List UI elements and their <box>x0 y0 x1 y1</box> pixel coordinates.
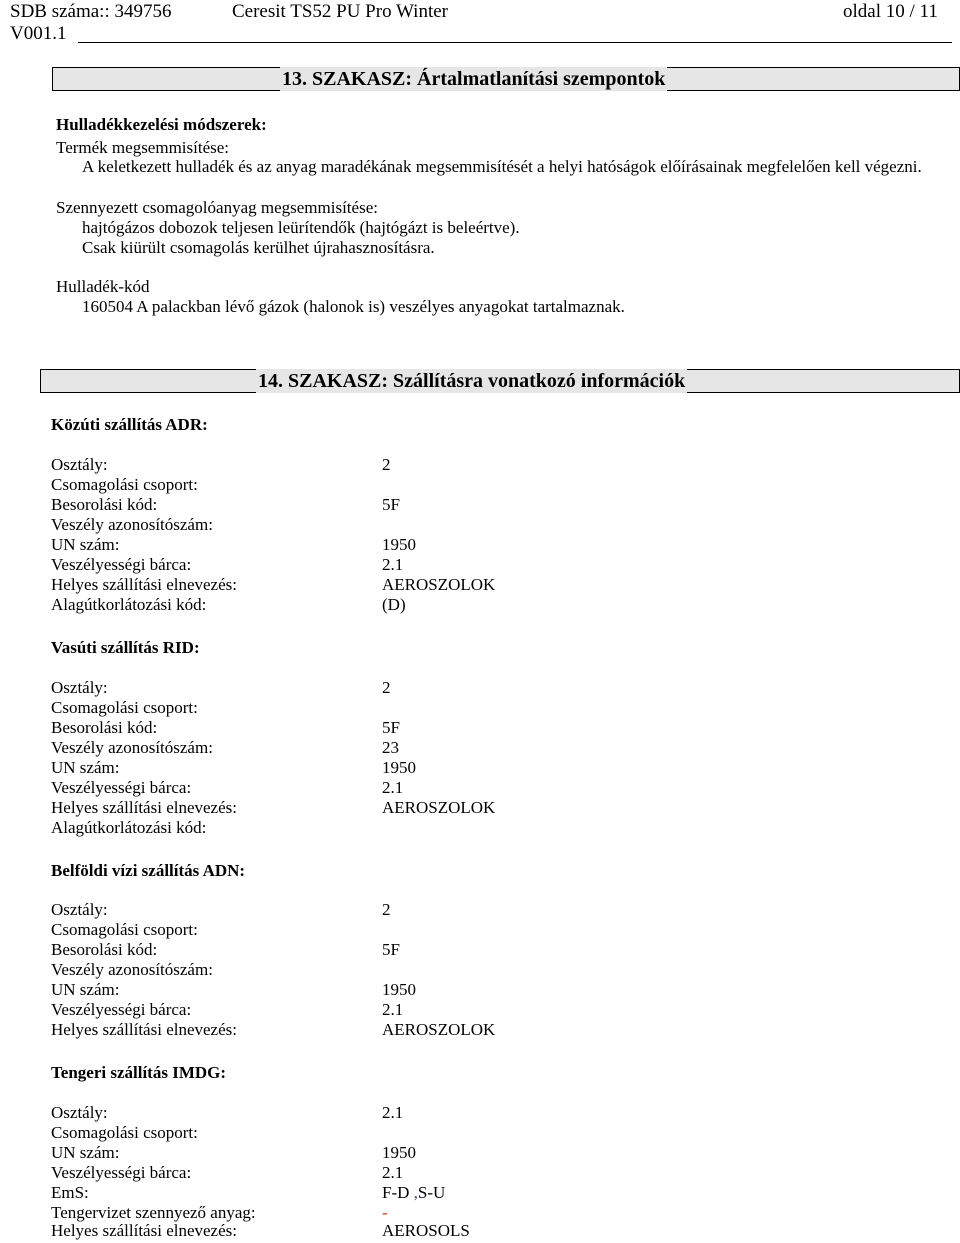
rid-value: AEROSZOLOK <box>382 798 496 817</box>
ems-code-b: S-U <box>417 1183 446 1202</box>
adr-label: Helyes szállítási elnevezés: <box>51 575 237 594</box>
imdg-label: Veszélyességi bárca: <box>51 1163 192 1182</box>
adr-label: Csomagolási csoport: <box>51 475 198 494</box>
waste-methods-heading: Hulladékkezelési módszerek: <box>56 115 267 134</box>
imdg-value: 1950 <box>382 1143 416 1162</box>
imdg-label: Tengervizet szennyező anyag: <box>51 1203 256 1222</box>
adn-label: Veszélyességi bárca: <box>51 1000 192 1019</box>
version: V001.1 <box>10 23 67 44</box>
rid-label: Csomagolási csoport: <box>51 698 198 717</box>
adr-value: (D) <box>382 595 406 614</box>
waste-code-label: Hulladék-kód <box>56 277 150 296</box>
imdg-label: Csomagolási csoport: <box>51 1123 198 1142</box>
adr-label: Veszélyességi bárca: <box>51 555 192 574</box>
imdg-ems-label: EmS: <box>51 1183 89 1202</box>
adr-label: Osztály: <box>51 455 108 474</box>
rid-label: Veszélyességi bárca: <box>51 778 192 797</box>
adr-heading: Közúti szállítás ADR: <box>51 415 208 434</box>
ems-separator: , <box>413 1183 418 1202</box>
adn-value: 5F <box>382 940 400 959</box>
rid-value: 5F <box>382 718 400 737</box>
adn-value: 2 <box>382 900 391 919</box>
adn-label: Osztály: <box>51 900 108 919</box>
product-disposal-text: A keletkezett hulladék és az anyag maradékának megsemmisítését a helyi hatóságok előírásainak megfelelően kell végezni. <box>82 157 922 176</box>
section-14-title: 14. SZAKASZ: Szállításra vonatkozó információk <box>258 370 686 392</box>
adn-value: AEROSZOLOK <box>382 1020 496 1039</box>
adr-label: Veszély azonosítószám: <box>51 515 213 534</box>
adr-value: 2.1 <box>382 555 404 574</box>
rid-label: UN szám: <box>51 758 120 777</box>
adn-value: 1950 <box>382 980 416 999</box>
rid-label: Osztály: <box>51 678 108 697</box>
rid-label: Helyes szállítási elnevezés: <box>51 798 237 817</box>
imdg-ems-value <box>382 1183 445 1203</box>
rid-label: Veszély azonosítószám: <box>51 738 213 757</box>
page-number: oldal 10 / 11 <box>843 1 938 22</box>
adn-label: Veszély azonosítószám: <box>51 960 213 979</box>
adn-label: UN szám: <box>51 980 120 999</box>
header-rule <box>78 42 952 43</box>
imdg-label: Osztály: <box>51 1103 108 1122</box>
rid-value: 23 <box>382 738 399 757</box>
adn-value: 2.1 <box>382 1000 404 1019</box>
adn-label: Helyes szállítási elnevezés: <box>51 1020 237 1039</box>
adr-label: UN szám: <box>51 535 120 554</box>
packaging-line-2: Csak kiürült csomagolás kerülhet újrahasznosításra. <box>82 238 435 257</box>
rid-heading: Vasúti szállítás RID: <box>51 638 200 657</box>
imdg-value: AEROSOLS <box>382 1221 470 1240</box>
adr-value: 5F <box>382 495 400 514</box>
imdg-heading: Tengeri szállítás IMDG: <box>51 1063 227 1082</box>
product-name: Ceresit TS52 PU Pro Winter <box>232 1 448 22</box>
imdg-value: - <box>382 1203 388 1222</box>
rid-value: 2 <box>382 678 391 697</box>
adn-label: Csomagolási csoport: <box>51 920 198 939</box>
adr-label: Besorolási kód: <box>51 495 158 514</box>
imdg-value: 2.1 <box>382 1103 404 1122</box>
adr-value: AEROSZOLOK <box>382 575 496 594</box>
packaging-label: Szennyezett csomagolóanyag megsemmisítése: <box>56 198 378 217</box>
adn-label: Besorolási kód: <box>51 940 158 959</box>
adr-value: 2 <box>382 455 391 474</box>
packaging-line-1: hajtógázos dobozok teljesen leürítendők (hajtógázt is beleértve). <box>82 218 520 237</box>
section-13-title: 13. SZAKASZ: Ártalmatlanítási szempontok <box>282 68 666 90</box>
imdg-label: UN szám: <box>51 1143 120 1162</box>
rid-value: 2.1 <box>382 778 404 797</box>
rid-value: 1950 <box>382 758 416 777</box>
product-disposal-label: Termék megsemmisítése: <box>56 138 230 157</box>
ems-code-a: F-D <box>382 1183 410 1202</box>
waste-code-text: 160504 A palackban lévő gázok (halonok is) veszélyes anyagokat tartalmaznak. <box>82 297 625 316</box>
adr-label: Alagútkorlátozási kód: <box>51 595 207 614</box>
adn-heading: Belföldi vízi szállítás ADN: <box>51 861 246 880</box>
imdg-value: 2.1 <box>382 1163 404 1182</box>
rid-label: Besorolási kód: <box>51 718 158 737</box>
rid-label: Alagútkorlátozási kód: <box>51 818 207 837</box>
imdg-label: Helyes szállítási elnevezés: <box>51 1221 237 1240</box>
adr-value: 1950 <box>382 535 416 554</box>
sdb-number: SDB száma:: 349756 <box>10 1 172 22</box>
